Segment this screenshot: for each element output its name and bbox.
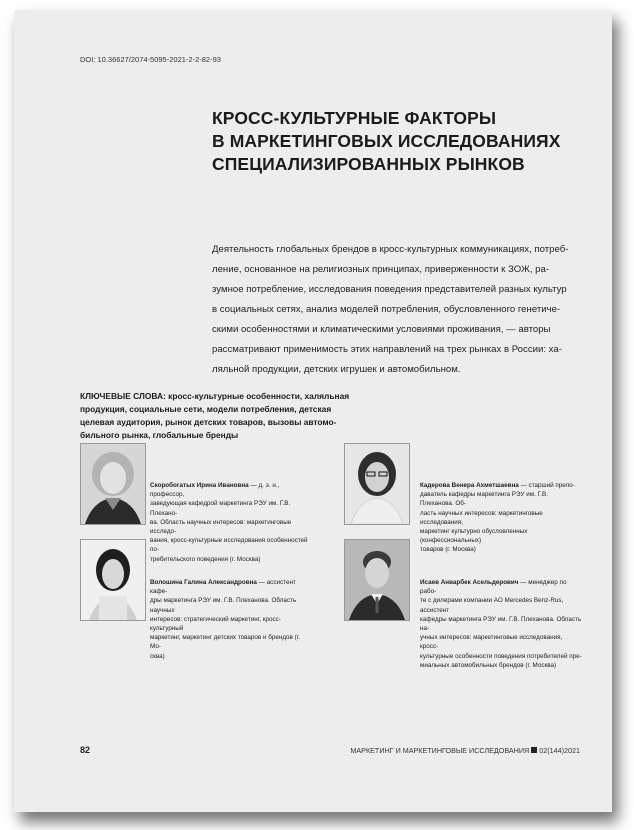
bio-line: культурные особенности поведения потребителей пре- xyxy=(420,652,582,660)
keywords xyxy=(80,390,356,442)
author-name: Кадерова Венера Ахметшаевна xyxy=(420,482,519,489)
bio-line: — д. э. н., профессор, xyxy=(150,482,280,499)
bio-line: требительского поведения (г. Москва) xyxy=(150,555,261,563)
author-name: Скоробогатых Ирина Ивановна xyxy=(150,482,249,489)
bio-line: сква) xyxy=(150,652,165,660)
bio-line: ва. Область научных интересов: маркетинговые исследо- xyxy=(150,518,292,536)
author-bio xyxy=(420,578,582,670)
bio-line: маркетинг, маркетинг детских товаров и брендов (г. Мо- xyxy=(150,634,301,651)
author-photo-isaev xyxy=(344,539,410,621)
journal-footer xyxy=(350,746,580,755)
bio-line: интересов: стратегический маркетинг, кросс-культурный xyxy=(150,615,281,633)
bio-line: — ассистент кафе- xyxy=(150,579,296,596)
bio-line: кафедры маркетинга РЭУ им. Г.В. Плеханова. Область на- xyxy=(420,615,582,633)
bio-line: вания, кросс-культурные исследования особенностей по- xyxy=(150,537,308,554)
bio-line: — менеджер по рабо- xyxy=(420,579,567,596)
bio-line: дры маркетинга РЭУ им. Г.В. Плеханова. Область научных xyxy=(150,597,297,614)
keywords-line: продукция, социальные сети, модели потребления, детская xyxy=(80,404,332,414)
author-name: Исаев Анварбек Асельдерович xyxy=(420,579,519,586)
abstract-line: ляльной продукции, детских игрушек и автомобильном. xyxy=(212,364,461,375)
square-separator-icon xyxy=(531,747,537,753)
doi-label: DOI: 10.36627/2074-5095-2021-2-2-82-93 xyxy=(80,55,221,64)
title-line: КРОСС-КУЛЬТУРНЫЕ ФАКТОРЫ xyxy=(212,108,497,128)
bio-line: учных интересов: маркетинговые исследования, кросс- xyxy=(420,634,563,651)
abstract-line: рассматривают применимость этих направлений на трех рынках в России: ха- xyxy=(212,344,562,355)
author-bio xyxy=(150,481,312,564)
abstract-line: ление, основанное на религиозных принципах, приверженности к ЗОЖ, ра- xyxy=(212,264,550,275)
bio-line: те с дилерами компании АО Mercedes Benz-Rus, ассистент xyxy=(420,597,564,614)
author-name: Волошина Галина Александровна xyxy=(150,579,257,586)
journal-page xyxy=(14,10,612,812)
journal-name: МАРКЕТИНГ И МАРКЕТИНГОВЫЕ ИССЛЕДОВАНИЯ xyxy=(350,746,530,755)
author-bio xyxy=(420,481,582,555)
keywords-line: целевая аудитория, рынок детских товаров, вызовы автомо- xyxy=(80,417,337,427)
bio-line: заведующая кафедрой маркетинга РЭУ им. Г.В. Плехано- xyxy=(150,500,291,517)
bio-line: миальных автомобильных брендов (г. Москва) xyxy=(420,661,557,669)
page-number: 82 xyxy=(80,745,91,755)
abstract-line: Деятельность глобальных брендов в кросс-культурных коммуникациях, потреб- xyxy=(212,244,569,255)
bio-line: товаров (г. Москва) xyxy=(420,546,476,554)
author-photo-voloshina xyxy=(80,539,146,621)
abstract-line: в социальных сетях, анализ моделей потребления, обусловленного генетиче- xyxy=(212,304,561,315)
bio-line: — старший препо- xyxy=(518,482,575,489)
keywords-line: бильного рынка, глобальные бренды xyxy=(80,430,239,440)
article-title xyxy=(212,107,592,176)
abstract xyxy=(212,240,596,380)
title-line: СПЕЦИАЛИЗИРОВАННЫХ РЫНКОВ xyxy=(212,154,525,174)
title-line: В МАРКЕТИНГОВЫХ ИССЛЕДОВАНИЯХ xyxy=(212,131,561,151)
journal-issue: 02(144)2021 xyxy=(539,746,580,755)
abstract-line: зумное потребление, исследования поведения представителей разных культур xyxy=(212,284,567,295)
author-photo-kaderova xyxy=(344,443,410,525)
bio-line: маркетинг культурно обусловленных (конфессиональных) xyxy=(420,528,528,545)
author-bio xyxy=(150,578,312,661)
bio-line: ласть научных интересов: маркетинговые исследования, xyxy=(420,509,543,526)
bio-line: даватель кафедры маркетинга РЭУ им. Г.В. Плеханова. Об- xyxy=(420,491,548,508)
keywords-line: КЛЮЧЕВЫЕ СЛОВА: кросс-культурные особенности, халяльная xyxy=(80,391,350,401)
author-photo-skorobogatykh xyxy=(80,443,146,525)
abstract-line: скими особенностями и климатическими условиями проживания, — авторы xyxy=(212,324,551,335)
